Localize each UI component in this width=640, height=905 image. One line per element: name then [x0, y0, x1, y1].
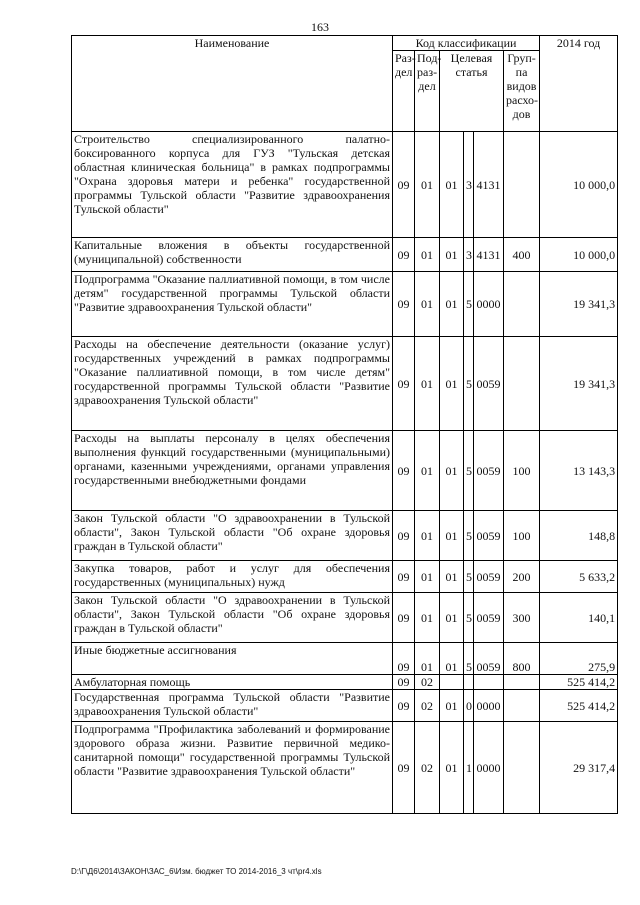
- header-group: Груп-па видов расхо-дов: [504, 51, 540, 132]
- row-razdel: 09: [393, 561, 415, 593]
- row-group: [504, 675, 540, 690]
- row-cs3: 0059: [474, 511, 504, 561]
- row-cs2: 5: [464, 337, 474, 431]
- row-group: 400: [504, 238, 540, 272]
- row-name: Государственная программа Тульской области "Развитие здравоохранения Тульской области": [72, 690, 393, 722]
- row-amount: 525 414,2: [540, 690, 618, 722]
- header-code-group: Код классификации: [393, 36, 540, 51]
- row-cs1: 01: [440, 722, 464, 814]
- table-row: [72, 337, 618, 431]
- row-name: Расходы на обеспечение деятельности (оказание услуг) государственных учреждений в рамках подпрограммы "Оказание паллиативной помощи, в том числе детям" государственной программы Тульской области "Развитие здравоохранения Тульской области": [72, 337, 393, 431]
- row-razdel: 09: [393, 337, 415, 431]
- row-amount: 10 000,0: [540, 132, 618, 238]
- header-name: Наименование: [72, 36, 393, 132]
- row-amount: 148,8: [540, 511, 618, 561]
- row-cs3: 0000: [474, 722, 504, 814]
- row-group: 300: [504, 593, 540, 643]
- row-podrazdel: 01: [415, 593, 440, 643]
- row-cs2: [464, 675, 474, 690]
- row-group: [504, 132, 540, 238]
- row-amount: 275,9: [540, 643, 618, 675]
- row-name: Подпрограмма "Профилактика заболеваний и формирование здорового образа жизни. Развитие первичной медико-санитарной помощи" государственной программы Тульской области "Развитие здравоохранения Тульской области": [72, 722, 393, 814]
- row-podrazdel: 02: [415, 675, 440, 690]
- row-group: [504, 272, 540, 337]
- row-cs1: 01: [440, 238, 464, 272]
- row-cs2: 0: [464, 690, 474, 722]
- table-row: [72, 675, 618, 690]
- row-cs2: 3: [464, 238, 474, 272]
- table-row: [72, 561, 618, 593]
- table-row: [72, 511, 618, 561]
- row-podrazdel: 02: [415, 690, 440, 722]
- row-cs1: 01: [440, 593, 464, 643]
- row-group: 800: [504, 643, 540, 675]
- row-amount: 5 633,2: [540, 561, 618, 593]
- row-cs3: 0000: [474, 690, 504, 722]
- row-podrazdel: 01: [415, 511, 440, 561]
- row-name: Амбулаторная помощь: [72, 675, 393, 690]
- row-razdel: 09: [393, 643, 415, 675]
- table-row: [72, 431, 618, 511]
- row-podrazdel: 01: [415, 272, 440, 337]
- row-group: 100: [504, 431, 540, 511]
- row-razdel: 09: [393, 132, 415, 238]
- row-cs1: [440, 675, 464, 690]
- row-group: [504, 722, 540, 814]
- table-row: [72, 643, 618, 675]
- row-podrazdel: 01: [415, 238, 440, 272]
- row-podrazdel: 01: [415, 643, 440, 675]
- header-year: 2014 год: [540, 36, 618, 132]
- row-cs1: 01: [440, 690, 464, 722]
- row-group: [504, 690, 540, 722]
- table-row: [72, 593, 618, 643]
- row-cs1: 01: [440, 431, 464, 511]
- row-amount: 29 317,4: [540, 722, 618, 814]
- header-row-top: [72, 36, 618, 51]
- row-cs3: 0000: [474, 272, 504, 337]
- row-group: 200: [504, 561, 540, 593]
- row-cs3: 0059: [474, 593, 504, 643]
- table-row: [72, 272, 618, 337]
- row-amount: 19 341,3: [540, 272, 618, 337]
- header-razdel: Раз-дел: [393, 51, 415, 132]
- row-razdel: 09: [393, 722, 415, 814]
- row-razdel: 09: [393, 238, 415, 272]
- row-name: Подпрограмма "Оказание паллиативной помощи, в том числе детям" государственной программы Тульской области "Развитие здравоохранения Тульской области": [72, 272, 393, 337]
- table-row: [72, 722, 618, 814]
- row-group: [504, 337, 540, 431]
- row-name: Закон Тульской области "О здравоохранении в Тульской области", Закон Тульской области "Об охране здоровья граждан в Тульской области": [72, 593, 393, 643]
- row-name: Строительство специализированного палатно-боксированного корпуса для ГУЗ "Тульская детская областная клиническая больница" в рамках подпрограммы "Охрана здоровья матери и ребенка" государственной программы Тульской области "Развитие здравоохранения Тульской области": [72, 132, 393, 238]
- header-podrazdel: Под-раз-дел: [415, 51, 440, 132]
- row-razdel: 09: [393, 593, 415, 643]
- row-amount: 140,1: [540, 593, 618, 643]
- row-razdel: 09: [393, 431, 415, 511]
- header-target: Целевая статья: [440, 51, 504, 132]
- row-amount: 525 414,2: [540, 675, 618, 690]
- row-cs3: 0059: [474, 337, 504, 431]
- row-name: Иные бюджетные ассигнования: [72, 643, 393, 675]
- row-podrazdel: 01: [415, 132, 440, 238]
- table-row: [72, 690, 618, 722]
- row-cs3: 4131: [474, 238, 504, 272]
- page-number: 163: [311, 20, 329, 34]
- row-cs1: 01: [440, 337, 464, 431]
- row-name: Расходы на выплаты персоналу в целях обеспечения выполнения функций государственными (муниципальными) органами, казенными учреждениями, органами управления государственными внебюджетными фондами: [72, 431, 393, 511]
- row-cs3: 0059: [474, 561, 504, 593]
- row-podrazdel: 01: [415, 337, 440, 431]
- row-podrazdel: 01: [415, 431, 440, 511]
- row-cs3: [474, 675, 504, 690]
- row-name: Закупка товаров, работ и услуг для обеспечения государственных (муниципальных) нужд: [72, 561, 393, 593]
- row-cs2: 5: [464, 561, 474, 593]
- row-cs2: 5: [464, 643, 474, 675]
- row-cs1: 01: [440, 132, 464, 238]
- row-cs1: 01: [440, 511, 464, 561]
- row-razdel: 09: [393, 272, 415, 337]
- row-cs2: 5: [464, 511, 474, 561]
- table-row: [72, 238, 618, 272]
- row-cs2: 3: [464, 132, 474, 238]
- row-cs2: 5: [464, 593, 474, 643]
- row-cs3: 0059: [474, 431, 504, 511]
- row-cs2: 1: [464, 722, 474, 814]
- row-name: Капитальные вложения в объекты государственной (муниципальной) собственности: [72, 238, 393, 272]
- row-group: 100: [504, 511, 540, 561]
- table-row: [72, 132, 618, 238]
- row-cs3: 4131: [474, 132, 504, 238]
- row-podrazdel: 02: [415, 722, 440, 814]
- row-cs1: 01: [440, 643, 464, 675]
- row-razdel: 09: [393, 690, 415, 722]
- row-cs1: 01: [440, 272, 464, 337]
- row-cs2: 5: [464, 431, 474, 511]
- budget-table: [71, 35, 618, 814]
- row-razdel: 09: [393, 511, 415, 561]
- row-amount: 13 143,3: [540, 431, 618, 511]
- row-cs3: 0059: [474, 643, 504, 675]
- row-razdel: 09: [393, 675, 415, 690]
- row-cs2: 5: [464, 272, 474, 337]
- row-cs1: 01: [440, 561, 464, 593]
- row-name: Закон Тульской области "О здравоохранении в Тульской области", Закон Тульской области "Об охране здоровья граждан в Тульской области": [72, 511, 393, 561]
- row-podrazdel: 01: [415, 561, 440, 593]
- file-path-footer: D:\Г\Д6\2014\ЗАКОН\ЗАС_6\Изм. бюджет ТО 2014-2016_3 чт\pr4.xls: [71, 867, 322, 876]
- row-amount: 10 000,0: [540, 238, 618, 272]
- row-amount: 19 341,3: [540, 337, 618, 431]
